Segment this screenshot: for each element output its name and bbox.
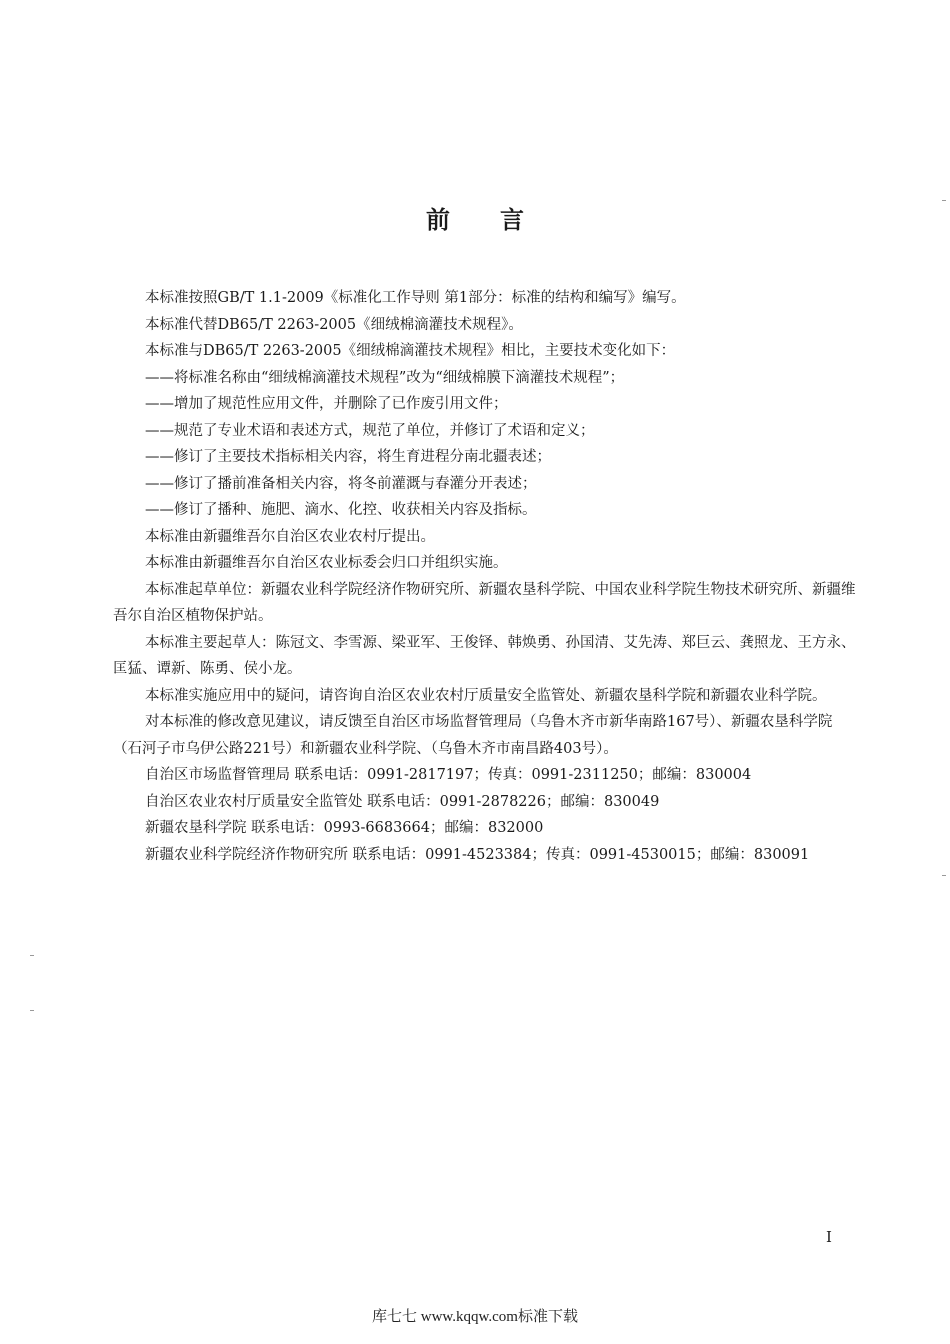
paragraph: 本标准由新疆维吾尔自治区农业农村厅提出。 (145, 528, 435, 545)
document-body (113, 285, 858, 868)
scan-mark (30, 1010, 34, 1011)
paragraph: 本标准按照GB/T 1.1-2009《标准化工作导则 第1部分：标准的结构和编写》编写。 (145, 290, 686, 306)
list-item: ——将标准名称由“细绒棉滴灌技术规程”改为“细绒棉膜下滴灌技术规程”； (145, 369, 625, 386)
paragraph: 本标准起草单位：新疆农业科学院经济作物研究所、新疆农垦科学院、中国农业科学院生物技术研究所、新疆维吾尔自治区植物保护站。 (113, 581, 856, 624)
list-item: ——规范了专业术语和表述方式，规范了单位，并修订了术语和定义； (145, 422, 595, 439)
list-item: ——增加了规范性应用文件，并删除了已作废引用文件； (145, 396, 508, 412)
scan-mark (942, 200, 946, 201)
scan-mark (942, 875, 946, 876)
contact-line: 自治区市场监督管理局 联系电话：0991-2817197；传真：0991-2311250；邮编：830004 (145, 767, 752, 783)
page-title: 前言 (426, 206, 574, 234)
scan-mark (30, 955, 34, 956)
list-item: ——修订了播前准备相关内容，将冬前灌溉与春灌分开表述； (145, 475, 537, 492)
paragraph: 本标准与DB65/T 2263-2005《细绒棉滴灌技术规程》相比，主要技术变化如下： (145, 343, 676, 359)
list-item: ——修订了主要技术指标相关内容，将生育进程分南北疆表述； (145, 449, 551, 465)
footer-watermark: 库七七 www.kqqw.com标准下载 (372, 1309, 578, 1325)
list-item: ——修订了播种、施肥、滴水、化控、收获相关内容及指标。 (145, 502, 537, 518)
paragraph: 本标准由新疆维吾尔自治区农业标委会归口并组织实施。 (145, 555, 508, 571)
contact-line: 新疆农垦科学院 联系电话：0993-6683664；邮编：832000 (145, 820, 544, 836)
paragraph: 本标准实施应用中的疑问，请咨询自治区农业农村厅质量安全监管处、新疆农垦科学院和新疆农业科学院。 (145, 687, 827, 704)
paragraph: 对本标准的修改意见建议，请反馈至自治区市场监督管理局（乌鲁木齐市新华南路167号）、新疆农垦科学院（石河子市乌伊公路221号）和新疆农业科学院、（乌鲁木齐市南昌路403号）。 (113, 714, 833, 757)
page-number: I (826, 1228, 832, 1246)
paragraph: 本标准主要起草人：陈冠文、李雪源、梁亚军、王俊铎、韩焕勇、孙国清、艾先涛、郑巨云、龚照龙、王方永、匡猛、谭新、陈勇、侯小龙。 (113, 634, 856, 677)
contact-line: 自治区农业农村厅质量安全监管处 联系电话：0991-2878226；邮编：830049 (145, 793, 660, 810)
contact-line: 新疆农业科学院经济作物研究所 联系电话：0991-4523384；传真：0991-4530015；邮编：830091 (145, 846, 810, 863)
paragraph: 本标准代替DB65/T 2263-2005《细绒棉滴灌技术规程》。 (145, 316, 523, 333)
